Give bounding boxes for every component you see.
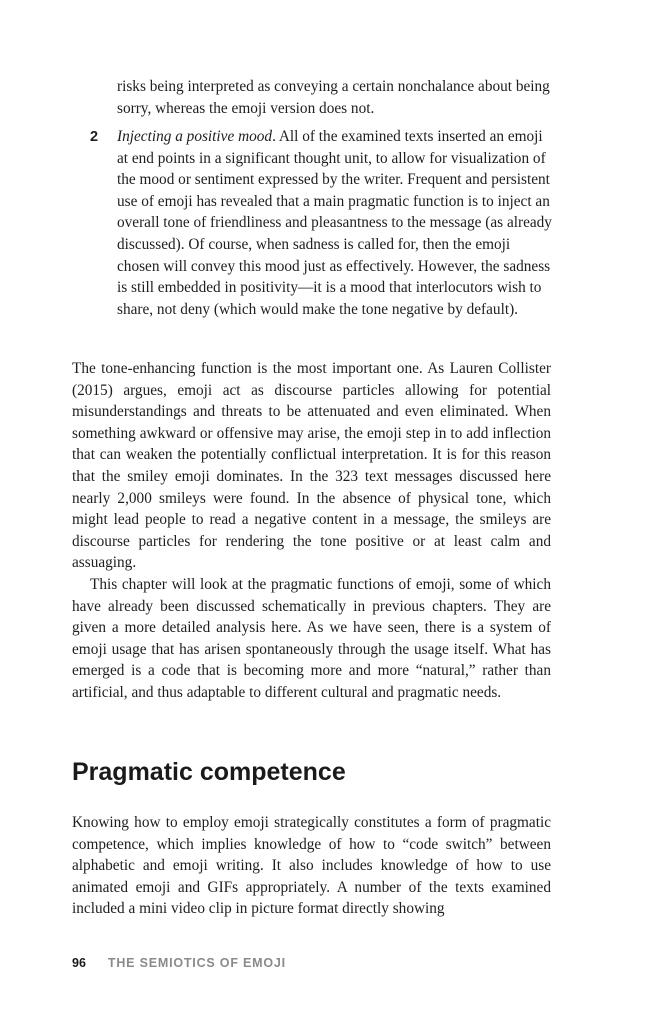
body-paragraph: The tone-enhancing function is the most important one. As Lauren Collister (2015) argues, emoji act as discourse particles allowing for potential misunderstandings and threats to be attenuated and even eliminated. When something awkward or offensive may arise, the emoji step in to add inflection that can weaken the potentially conflictual interpretation. It is for this reason that the smiley emoji dominates. In the 323 text messages discussed here nearly 2,000 smileys were found. In the absence of physical tone, which might lead people to read a negative content in a message, the smileys are discourse particles for rendering the tone positive or at least calm and assuaging. bbox=[72, 360, 551, 572]
page-number: 96 bbox=[72, 956, 86, 970]
section-paragraph: Knowing how to employ emoji strategically constitutes a form of pragmatic competence, which implies knowledge of how to “code switch” between alphabetic and emoji writing. It also includes knowledge of how to use animated emoji and GIFs appropriately. A number of the texts examined included a mini video clip in picture format directly showing bbox=[72, 814, 551, 918]
list-continuation-text: risks being interpreted as conveying a certain nonchalance about being sorry, whereas the emoji version does not. bbox=[117, 78, 550, 117]
body-paragraph: This chapter will look at the pragmatic functions of emoji, some of which have already been discussed schematically in previous chapters. They are given a more detailed analysis here. As we have seen, there is a system of emoji usage that has arisen spontaneously through the usage itself. What has emerged is a code that is becoming more and more “natural,” rather than artificial, and thus adaptable to different cultural and pragmatic needs. bbox=[72, 576, 551, 701]
list-item-text: . All of the examined texts inserted an emoji at end points in a significant thought unit, to allow for visualization of the mood or sentiment expressed by the writer. Frequent and persistent use of emoji has revealed that a main pragmatic function is to inject an overall tone of friendliness and pleasantness to the message (as already discussed). Of course, when sadness is called for, then the emoji chosen will convey this mood just as effectively. However, the sadness is still embedded in positivity—it is a mood that interlocutors wish to share, not deny (which would make the tone negative by default). bbox=[117, 128, 552, 318]
section-heading: Pragmatic competence bbox=[72, 758, 346, 786]
page-footer bbox=[72, 954, 286, 972]
list-item-title: Injecting a positive mood bbox=[117, 128, 273, 145]
list-item-number: 2 bbox=[90, 129, 99, 145]
list-item-body bbox=[117, 126, 554, 320]
running-title: THE SEMIOTICS OF EMOJI bbox=[107, 956, 286, 970]
